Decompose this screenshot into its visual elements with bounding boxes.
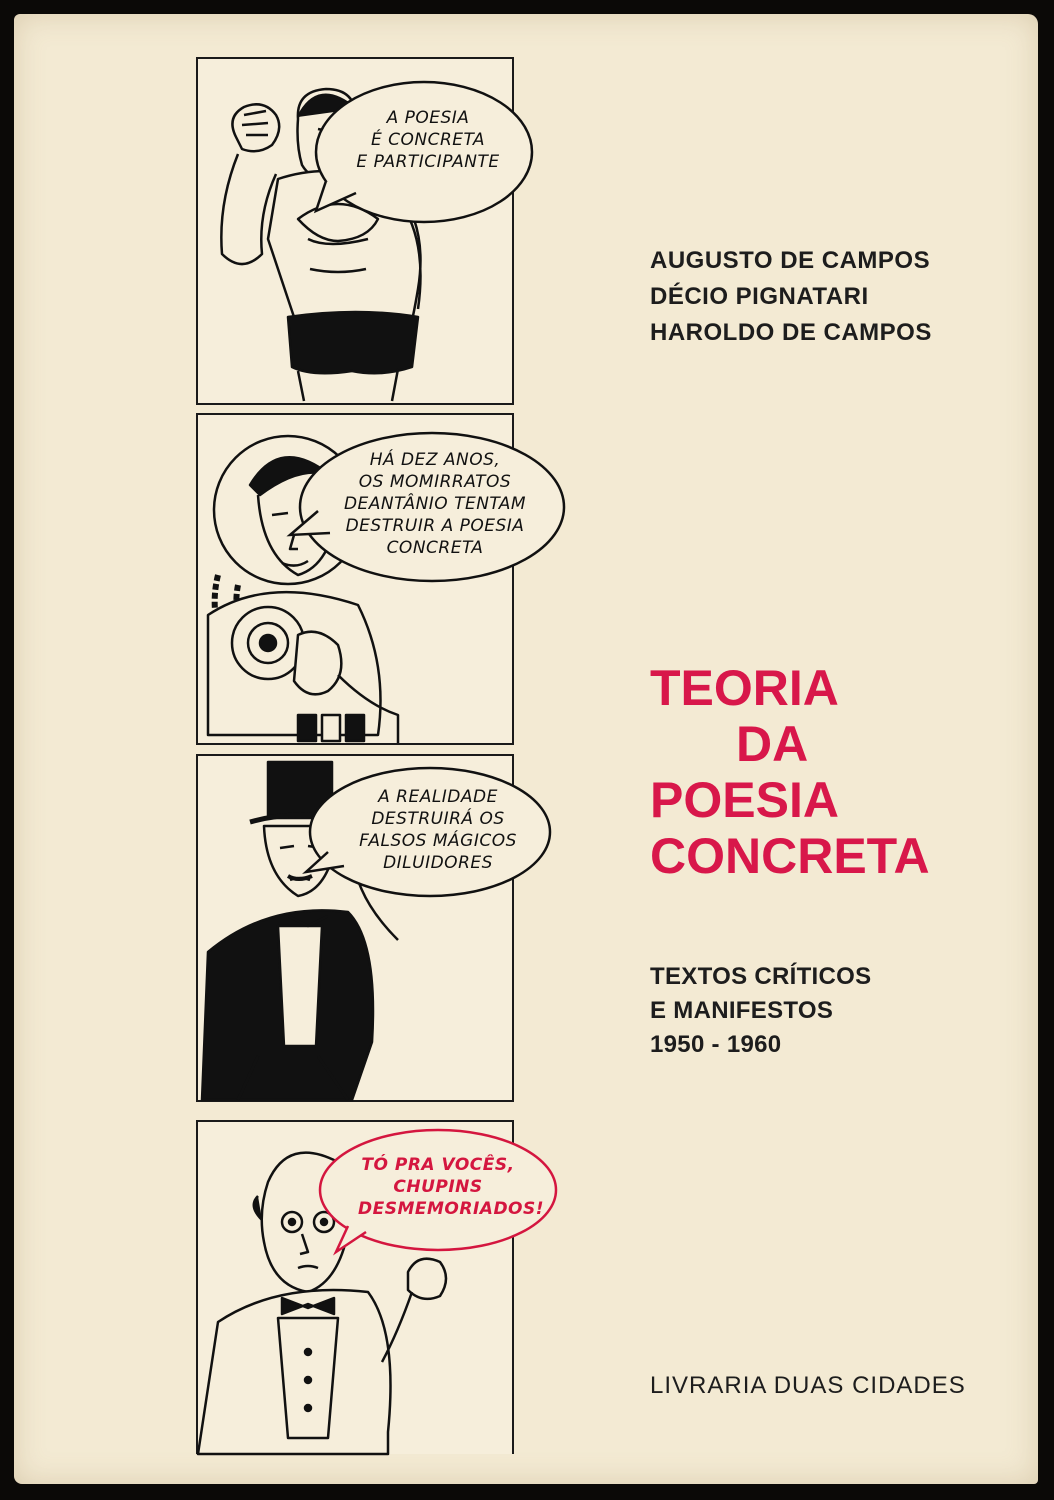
bubble-line: E PARTICIPANTE (356, 152, 500, 172)
speech-bubble-text-4 (358, 1154, 544, 1220)
bubble-line: É CONCRETA (371, 130, 485, 150)
bubble-line: CHUPINS (393, 1177, 483, 1197)
publisher-name: LIVRARIA DUAS CIDADES (650, 1372, 966, 1399)
bubble-line: FALSOS MÁGICOS (359, 831, 517, 851)
subtitle-line: 1950 - 1960 (650, 1031, 782, 1058)
bubble-line: A REALIDADE (378, 787, 498, 807)
subtitle-line: TEXTOS CRÍTICOS (650, 963, 872, 990)
author-name: DÉCIO PIGNATARI (650, 283, 869, 310)
book-cover (14, 14, 1038, 1484)
subtitle-line: E MANIFESTOS (650, 997, 834, 1024)
title-line: POESIA (650, 772, 839, 828)
title-line: DA (736, 716, 809, 772)
bubble-line: DILUIDORES (383, 853, 493, 873)
bubble-line: HÁ DEZ ANOS, (369, 450, 501, 470)
author-name: AUGUSTO DE CAMPOS (650, 247, 931, 274)
bubble-line: CONCRETA (386, 538, 484, 558)
title-line: TEORIA (650, 660, 839, 716)
book-subtitle (650, 960, 871, 1062)
speech-bubble-text-3 (338, 786, 538, 874)
book-title (650, 660, 930, 884)
title-line: CONCRETA (650, 828, 930, 884)
speech-bubble-text-1 (343, 107, 513, 173)
speech-bubble-text-2 (330, 449, 540, 559)
comic-panel-2 (196, 413, 527, 745)
comic-panel-3 (196, 754, 517, 1102)
author-list (650, 243, 932, 351)
comic-panel-1 (196, 57, 514, 405)
bubble-line: DESMEMORIADOS! (358, 1199, 544, 1219)
author-name: HAROLDO DE CAMPOS (650, 319, 932, 346)
bubble-line: DEANTÂNIO TENTAM (343, 494, 527, 514)
bubble-line: DESTRUIRÁ OS (371, 809, 505, 829)
bubble-line: DESTRUIR A POESIA (345, 516, 525, 536)
bubble-line: OS MOMIRRATOS (358, 472, 512, 492)
bubble-line: A POESIA (386, 108, 470, 128)
comic-panel-4 (196, 1120, 544, 1454)
bubble-line: TÓ PRA VOCÊS, (361, 1155, 515, 1175)
